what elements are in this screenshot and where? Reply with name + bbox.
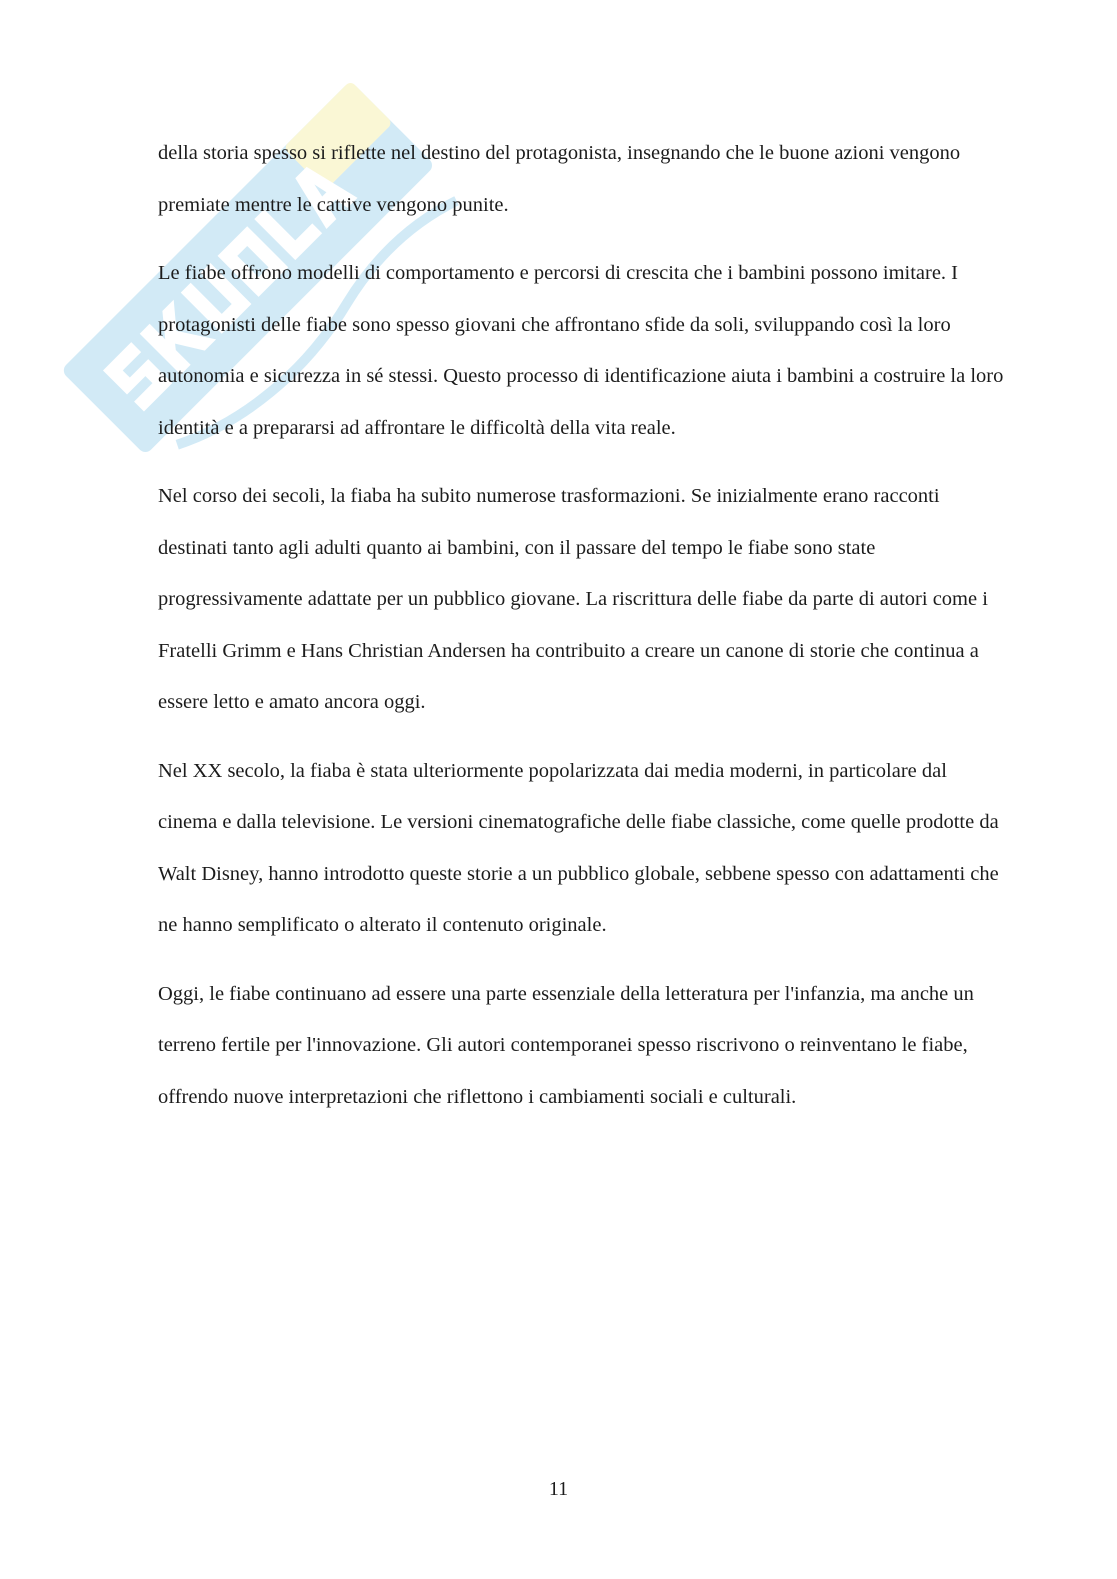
body-text [158,128,1008,1140]
paragraph: Oggi, le fiabe continuano ad essere una parte essenziale della letteratura per l'infanzia, ma anche un terreno fertile per l'innovazione. Gli autori contemporanei spesso riscrivono o reinventano le fiabe, offrendo nuove interpretazioni che riflettono i cambiamenti sociali e culturali. [158,982,974,1108]
page-number: 11 [548,1478,569,1500]
paragraph: Nel XX secolo, la fiaba è stata ulteriormente popolarizzata dai media moderni, in particolare dal cinema e dalla televisione. Le versioni cinematografiche delle fiabe classiche, come quelle prodotte da Walt Disney, hanno introdotto queste storie a un pubblico globale, sebbene spesso con adattamenti che ne hanno semplificato o alterato il contenuto originale. [158,759,999,936]
paragraph: della storia spesso si riflette nel destino del protagonista, insegnando che le buone azioni vengono premiate mentre le cattive vengono punite. [158,142,961,216]
paragraph: Le fiabe offrono modelli di comportamento e percorsi di crescita che i bambini possono imitare. I protagonisti delle fiabe sono spesso giovani che affrontano sfide da soli, sviluppando così la loro autonomia e sicurezza in sé stessi. Questo processo di identificazione aiuta i bambini a costruire la loro identità e a prepararsi ad affrontare le difficoltà della vita reale. [158,262,1004,439]
paragraph: Nel corso dei secoli, la fiaba ha subito numerose trasformazioni. Se inizialmente erano racconti destinati tanto agli adulti quanto ai bambini, con il passare del tempo le fiabe sono state progressivamente adattate per un pubblico giovane. La riscrittura delle fiabe da parte di autori come i Fratelli Grimm e Hans Christian Andersen ha contribuito a creare un canone di storie che continua a essere letto e amato ancora oggi. [158,485,988,713]
